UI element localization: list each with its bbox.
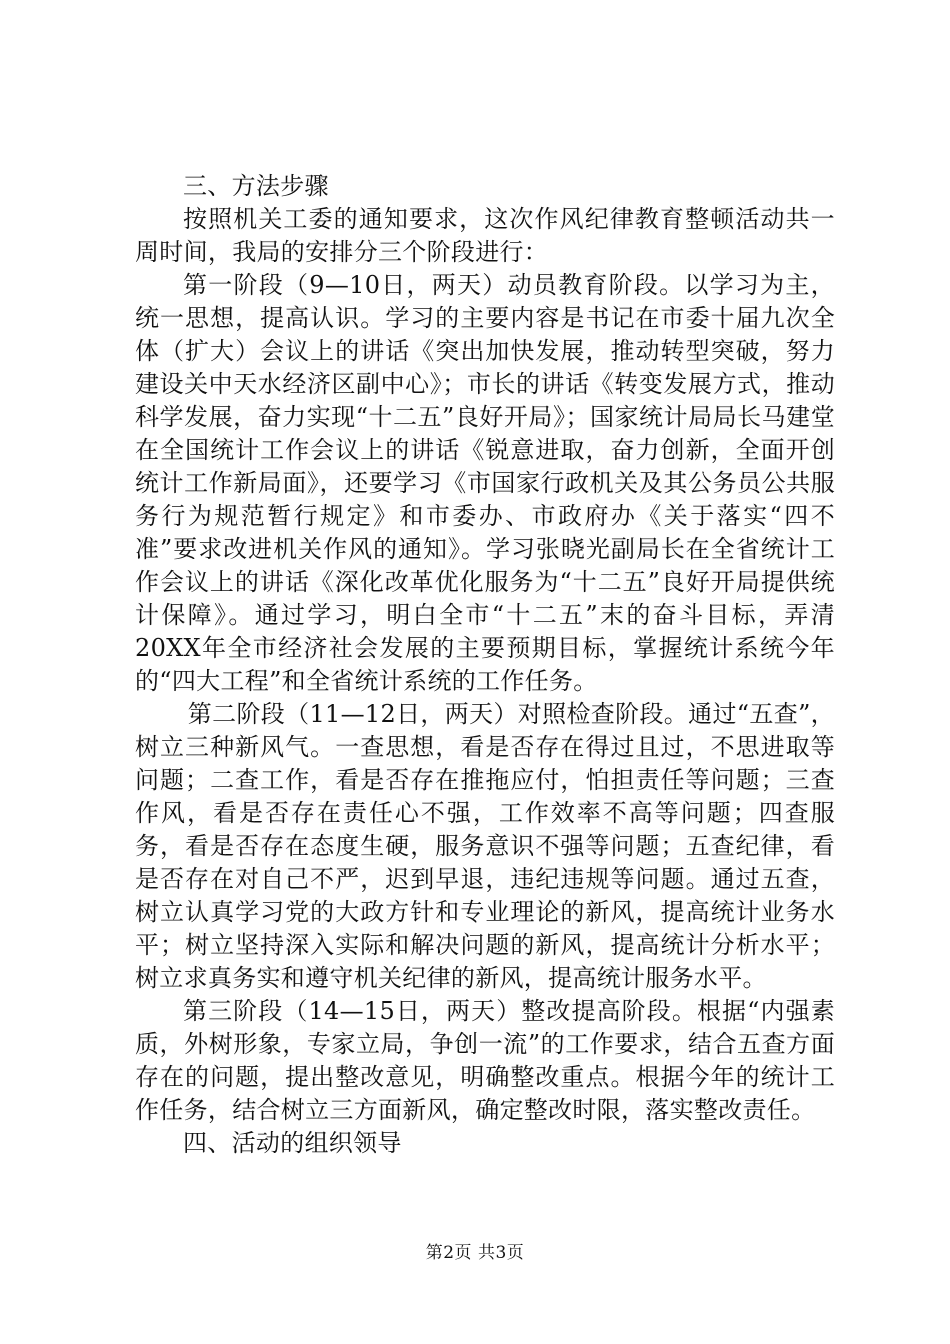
section-heading-organization: 四、活动的组织领导: [183, 1129, 402, 1157]
section-heading-methods: 三、方法步骤: [183, 172, 329, 200]
paragraph-stage-two: 第二阶段（11—12日，两天）对照检查阶段。通过“五查”，树立三种新风气。一查思想，看是否存在得过且过，不思进取等问题；二查工作，看是否存在推拖应付，怕担责任等问题；三查作风，看是否存在责任心不强，工作效率不高等问题；四查服务，看是否存在态度生硬，服务意识不强等问题；五查纪律，看是否存在对自己不严，迟到早退，违纪违规等问题。通过五查，树立认真学习党的大政方针和专业理论的新风，提高统计业务水平；树立坚持深入实际和解决问题的新风，提高统计分析水平；树立求真务实和遵守机关纪律的新风，提高统计服务水平。: [135, 700, 835, 992]
paragraph-stage-three: 第三阶段（14—15日，两天）整改提高阶段。根据“内强素质，外树形象，专家立局，争创一流”的工作要求，结合五查方面存在的问题，提出整改意见，明确整改重点。根据今年的统计工作任务，结合树立三方面新风，确定整改时限，落实整改责任。: [135, 997, 835, 1124]
paragraph-intro: 按照机关工委的通知要求，这次作风纪律教育整顿活动共一周时间，我局的安排分三个阶段进行：: [135, 205, 835, 266]
document-body: [135, 170, 835, 1160]
paragraph-stage-one: 第一阶段（9—10日，两天）动员教育阶段。以学习为主，统一思想，提高认识。学习的主要内容是书记在市委十届九次全体（扩大）会议上的讲话《突出加快发展，推动转型突破，努力建设关中天水经济区副中心》；市长的讲话《转变发展方式，推动科学发展，奋力实现“十二五”良好开局》；国家统计局局长马建堂在全国统计工作会议上的讲话《锐意进取，奋力创新，全面开创统计工作新局面》，还要学习《市国家行政机关及其公务员公共服务行为规范暂行规定》和市委办、市政府办《关于落实“四不准”要求改进机关作风的通知》。学习张晓光副局长在全省统计工作会议上的讲话《深化改革优化服务为“十二五”良好开局提供统计保障》。通过学习，明白全市“十二五”末的奋斗目标，弄清20XX年全市经济社会发展的主要预期目标，掌握统计系统今年的“四大工程”和全省统计系统的工作任务。: [135, 271, 835, 695]
page-number-footer: 第2页 共3页: [425, 1243, 525, 1263]
